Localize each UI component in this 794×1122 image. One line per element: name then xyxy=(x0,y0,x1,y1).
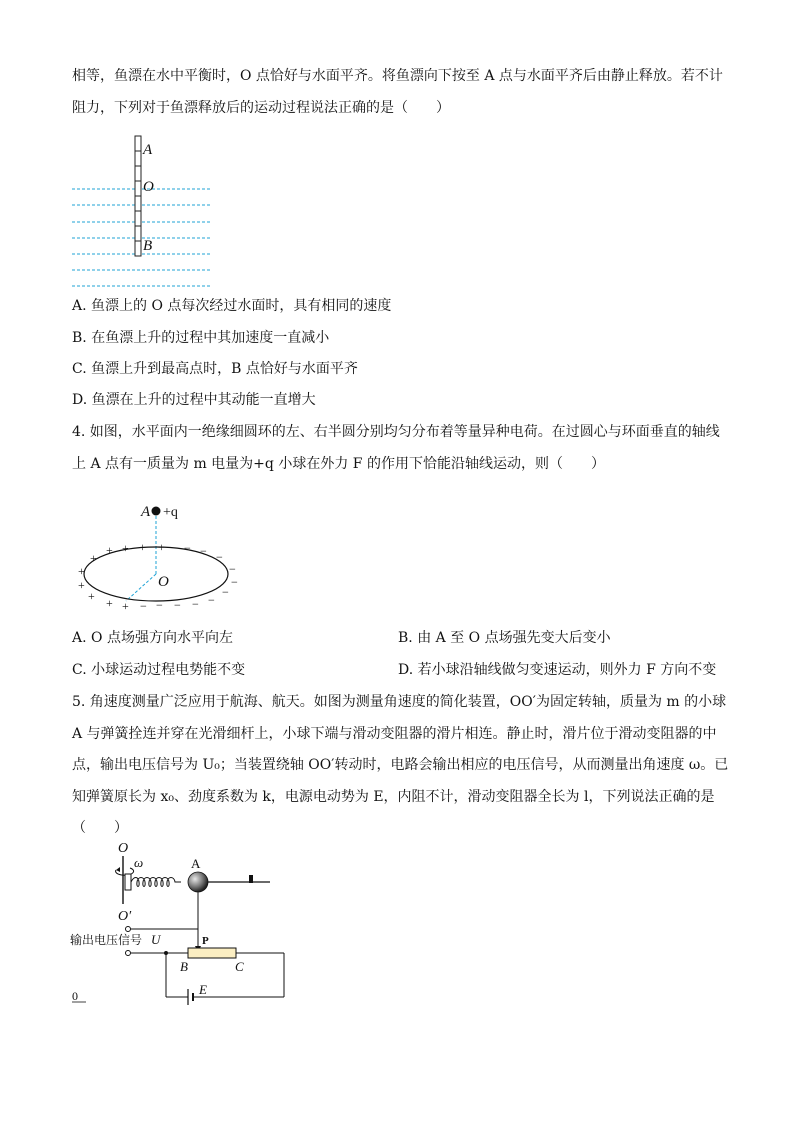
label-E: E xyxy=(199,982,207,997)
svg-text:−: − xyxy=(200,544,207,558)
svg-text:−: − xyxy=(192,597,199,611)
q4-option-d: D. 若小球沿轴线做匀变速运动，则外力 F 方向不变 xyxy=(398,662,717,678)
svg-text:−: − xyxy=(216,550,223,564)
svg-text:−: − xyxy=(184,541,191,555)
charged-ball xyxy=(152,507,161,516)
q5-line-4: 知弹簧原长为 x₀、劲度系数为 k，电源电动势为 E，内阻不计，滑动变阻器全长为 l，下列说法正确的是 xyxy=(72,789,715,805)
q5-line-1: 5. 角速度测量广泛应用于航海、航天。如图为测量角速度的简化装置，OO′为固定转轴，质量为 m 的小球 xyxy=(72,694,727,710)
svg-text:+: + xyxy=(122,541,129,555)
q4-option-a: A. O 点场强方向水平向左 xyxy=(72,630,233,646)
svg-text:−: − xyxy=(174,598,181,612)
output-signal-label: 输出电压信号 xyxy=(70,933,143,947)
plus-charges xyxy=(78,540,165,613)
angular-velocity-device-figure xyxy=(70,838,300,1013)
label-A: A xyxy=(143,142,153,158)
svg-text:+: + xyxy=(78,564,85,578)
svg-text:−: − xyxy=(229,562,236,576)
label-U: U xyxy=(151,932,161,947)
q3-option-a: A. 鱼漂上的 O 点每次经过水面时，具有相同的速度 xyxy=(72,298,392,314)
svg-text:+: + xyxy=(158,540,165,554)
q3-option-c: C. 鱼漂上升到最高点时，B 点恰好与水面平齐 xyxy=(72,361,358,377)
q5-line-2: A 与弹簧拴连并穿在光滑细杆上，小球下端与滑动变阻器的滑片相连。静止时，滑片位于滑动变阻器的中 xyxy=(72,726,717,742)
q3-option-b: B. 在鱼漂上升的过程中其加速度一直减小 xyxy=(72,330,330,346)
float-figure xyxy=(70,136,220,291)
q3-line-1: 相等，鱼漂在水中平衡时，O 点恰好与水面平齐。将鱼漂向下按至 A 点与水面平齐后由静止释放。若不计 xyxy=(72,68,723,84)
q4-option-c: C. 小球运动过程电势能不变 xyxy=(72,662,246,678)
svg-text:−: − xyxy=(231,575,238,589)
q3-line-2: 阻力，下列对于鱼漂释放后的运动过程说法正确的是（ ） xyxy=(72,100,450,116)
spring xyxy=(131,878,181,887)
radius-line xyxy=(126,574,156,601)
rheostat xyxy=(188,948,236,958)
svg-text:+: + xyxy=(78,578,85,592)
q5-line-3: 点，输出电压信号为 U₀；当装置绕轴 OO′转动时，电路会输出相应的电压信号，从而测量出角速度 ω。已 xyxy=(72,757,729,773)
ring-figure xyxy=(70,495,250,620)
label-P: P xyxy=(202,935,209,947)
label-O4: O xyxy=(158,574,169,590)
q3-option-d: D. 鱼漂在上升的过程中其动能一直增大 xyxy=(72,392,316,408)
svg-text:+: + xyxy=(122,599,129,613)
label-B5: B xyxy=(180,959,188,974)
label-C5: C xyxy=(235,959,244,974)
svg-text:−: − xyxy=(222,585,229,599)
label-omega: ω xyxy=(134,855,144,870)
svg-text:+: + xyxy=(106,543,113,557)
label-B: B xyxy=(143,238,153,254)
q5-line-5: （ ） xyxy=(72,820,128,836)
svg-text:+: + xyxy=(90,551,97,565)
label-O-prime: O′ xyxy=(118,909,132,924)
label-A4: A xyxy=(141,504,151,520)
label-q: +q xyxy=(163,505,178,520)
label-A5: A xyxy=(191,856,201,871)
minus-charges xyxy=(140,541,238,613)
svg-text:−: − xyxy=(208,593,215,607)
label-O: O xyxy=(143,179,154,195)
rod-stop xyxy=(249,875,253,883)
rod-base xyxy=(125,874,131,890)
q4-option-b: B. 由 A 至 O 点场强先变大后变小 xyxy=(398,630,611,646)
label-O5: O xyxy=(118,841,129,856)
q4-line-1: 4. 如图，水平面内一绝缘细圆环的左、右半圆分别均匀分布着等量异种电荷。在过圆心与环面垂直的轴线 xyxy=(72,424,720,440)
svg-text:−: − xyxy=(156,598,163,612)
svg-text:−: − xyxy=(140,599,147,613)
q4-line-2: 上 A 点有一质量为 m 电量为+q 小球在外力 F 的作用下恰能沿轴线运动，则（ ） xyxy=(72,456,605,472)
svg-text:+: + xyxy=(139,540,146,554)
svg-text:+: + xyxy=(106,596,113,610)
svg-text:+: + xyxy=(88,589,95,603)
stray-zero: 0 xyxy=(72,989,78,1003)
ball-A xyxy=(188,872,208,892)
